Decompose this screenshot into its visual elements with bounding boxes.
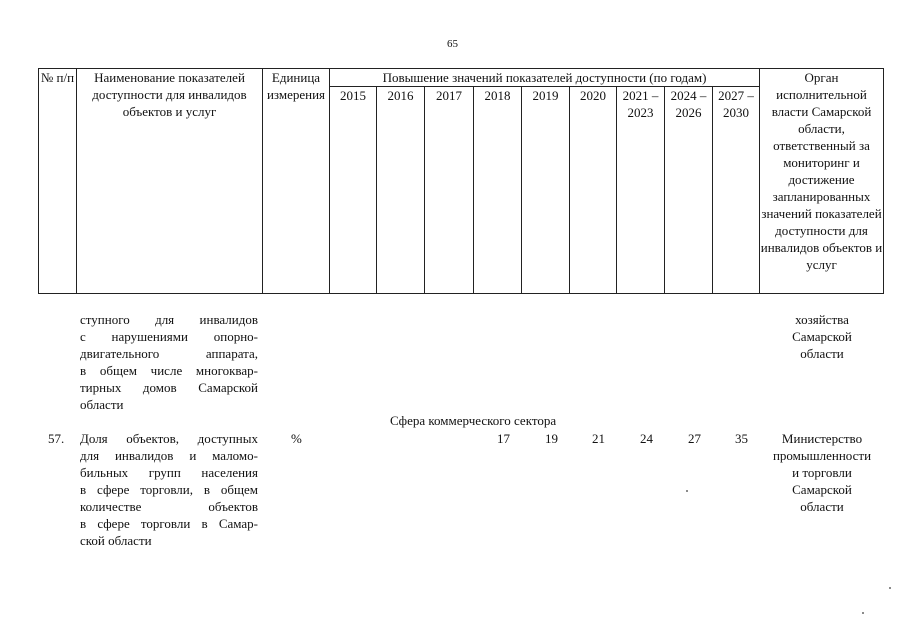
header-year: 2019 xyxy=(522,87,570,294)
section-title: Сфера коммерческого сектора xyxy=(390,413,557,428)
continuation-name-line: в общем числе многоквар- xyxy=(80,363,258,378)
row-value: 35 xyxy=(735,431,748,446)
header-unit: Единица измерения xyxy=(263,69,330,294)
header-year: 2016 xyxy=(377,87,425,294)
header-year: 2020 xyxy=(570,87,617,294)
header-organ: Орган исполнительной власти Самарской области, ответственный за мониторинг и достижение запланированных значений показателей доступности для инвалидов объектов и услуг xyxy=(760,69,884,294)
row-value: 17 xyxy=(497,431,510,446)
row-name xyxy=(80,430,258,549)
header-name: Наименование показателей доступности для инвалидов объектов и услуг xyxy=(77,69,263,294)
header-year: 2018 xyxy=(474,87,522,294)
row-name-line: бильных групп населения xyxy=(80,465,258,480)
header-year: 2027 – 2030 xyxy=(713,87,760,294)
continuation-name-line: двигательного аппарата, xyxy=(80,346,258,361)
row-organ-line: Министерство xyxy=(781,431,863,446)
row-unit: % xyxy=(291,431,302,446)
row-organ-line: области xyxy=(800,499,844,514)
continuation-organ xyxy=(760,311,884,362)
row-name-line: в сфере торговли в Самар- xyxy=(80,516,258,531)
header-year: 2024 – 2026 xyxy=(665,87,713,294)
continuation-name xyxy=(80,311,258,413)
header-year: 2015 xyxy=(330,87,377,294)
continuation-organ-line: области xyxy=(800,346,844,361)
continuation-name-line: с нарушениями опорно- xyxy=(80,329,258,344)
row-organ-line: Самарской xyxy=(792,482,852,497)
row-value: 27 xyxy=(688,431,701,446)
row-value: 24 xyxy=(640,431,653,446)
row-number: 57. xyxy=(48,431,65,446)
header-growth: Повышение значений показателей доступности (по годам) xyxy=(330,69,760,87)
row-name-line: для инвалидов и маломо- xyxy=(80,448,258,463)
row-name-line: Доля объектов, доступных xyxy=(80,431,258,446)
continuation-name-line: области xyxy=(80,397,124,412)
header-num: № п/п xyxy=(39,69,77,294)
row-organ xyxy=(760,430,884,515)
row-value: 19 xyxy=(545,431,558,446)
row-organ-line: промышленности xyxy=(772,448,872,463)
continuation-organ-line: хозяйства xyxy=(795,312,849,327)
header-year: 2017 xyxy=(425,87,474,294)
page-number: 65 xyxy=(447,38,458,50)
continuation-name-line: тирных домов Самарской xyxy=(80,380,258,395)
row-organ-line: и торговли xyxy=(792,465,852,480)
row-name-line: в сфере торговли, в общем xyxy=(80,482,258,497)
continuation-name-line: ступного для инвалидов xyxy=(80,312,258,327)
continuation-organ-line: Самарской xyxy=(792,329,852,344)
row-name-line: ской области xyxy=(80,533,152,548)
header-year: 2021 – 2023 xyxy=(617,87,665,294)
scan-speck xyxy=(862,612,864,614)
row-value: 21 xyxy=(592,431,605,446)
row-name-line: количестве объектов xyxy=(80,499,258,514)
scan-speck xyxy=(889,587,891,589)
scan-speck xyxy=(686,490,688,492)
